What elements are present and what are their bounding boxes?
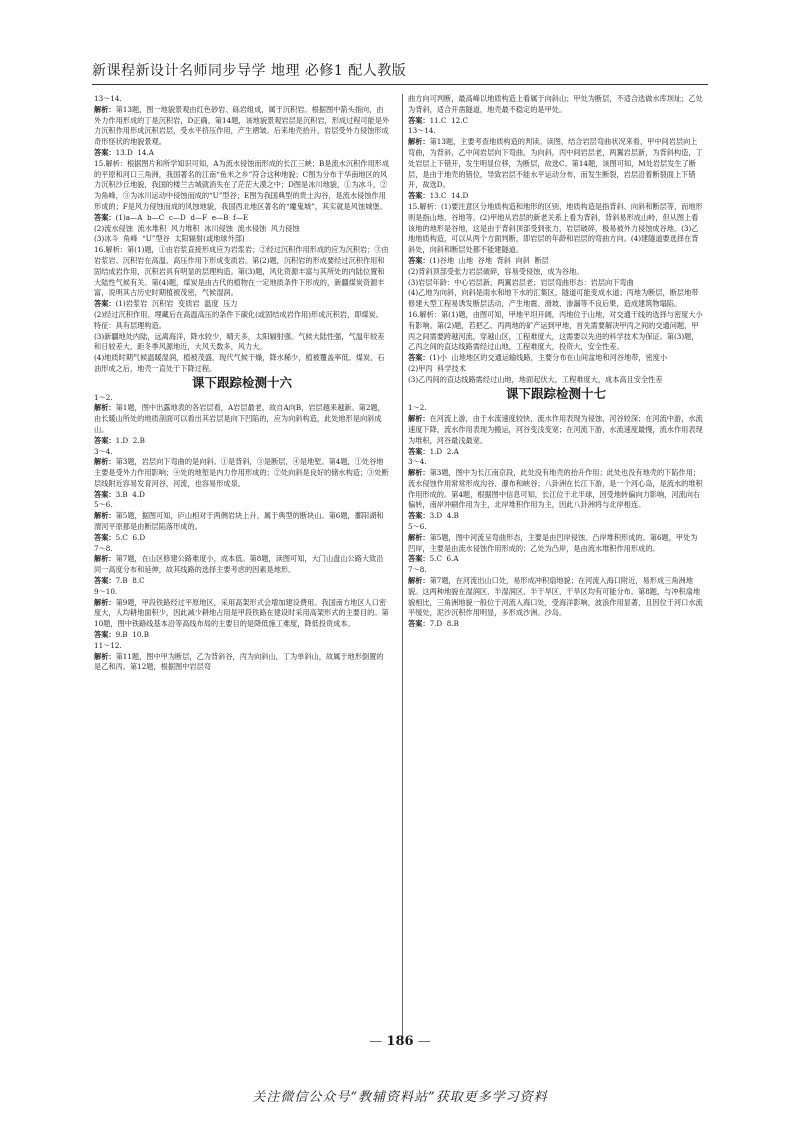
paragraph-label: 答案： (94, 532, 116, 542)
paragraph-text: 第3题，图中为长江南京段，此处没有地壳的抬升作用；此处也没有地壳的下陷作用；流水侵蚀作用常常形成沟谷、瀑布和峡谷；八卦洲在长江下游，是一个河心岛，是流水的堆积作用形成的。第4题，根据图中信息可知，长江位于北半球，因受地转偏向力影响，河流向右偏转，南岸冲刷作用为主，北岸堆积作用为主，因此八卦洲将与北岸相连。 (408, 468, 703, 510)
text-line: 11～12. (94, 640, 122, 650)
paragraph-text: 3.B 4.D (115, 489, 145, 499)
paragraph-text: (1)岩浆岩 沉积岩 变质岩 温度 压力 (115, 299, 238, 309)
paragraph-text: 第9题，甲段铁路经过平原地区，采用高架形式会增加建设费用。我国南方地区人口密度大，人均耕地面积少，因此减少耕地占用是甲段铁路在建设时采用高架形式的主要目的。第10题，图中铁路线基本沿等高线布局的主要目的是降低施工难度，降低投资成本。 (94, 597, 389, 629)
paragraph-text: 第11题，图中甲为断层，乙为背斜谷，丙为向斜山，丁为单斜山，故属于地形倒置的是乙和丙。第12题，根据图中岩层弯 (94, 651, 384, 672)
right-column (408, 94, 704, 630)
paragraph-label: 答案： (408, 191, 430, 201)
answer-paragraph (408, 619, 704, 630)
paragraph-label: 解析： (408, 468, 430, 478)
text-line: 1～2. (408, 403, 427, 413)
answer-paragraph (408, 256, 704, 267)
paragraph-text: 7.D 8.B (429, 619, 459, 629)
paragraph-label: 解析： (94, 597, 116, 607)
paragraph-text: 在河流上游，由于水流速度较快，流水作用表现为侵蚀，河谷较深；在河流中游，水流速度下降，流水作用表现为搬运，河谷变浅变宽；在河流下游，水流速度最慢，流水作用表现为堆积，河谷最浅最宽。 (408, 414, 703, 445)
paragraph-text: 5.C 6.D (115, 532, 146, 542)
paragraph-label: 解析： (408, 532, 430, 542)
paragraph-text: (1)小 山地地区的交通运输线路，主要分布在山间盆地和河谷地带，密度小 (429, 353, 668, 363)
text-line: 13～14. (408, 126, 436, 136)
answer-paragraph (94, 148, 390, 159)
answer-paragraph (408, 533, 704, 555)
paragraph-label: 答案： (408, 619, 430, 629)
paragraph-label: 解析： (94, 554, 116, 564)
paragraph-text: 9.B 10.B (115, 630, 149, 640)
answer-paragraph (94, 511, 390, 533)
text-line: (2)甲丙 科学技术 (408, 363, 466, 373)
paragraph-label: 解析： (94, 104, 116, 114)
paragraph-text: (1)谷地 山地 谷地 背斜 向斜 断层 (429, 255, 549, 265)
paragraph-label: 答案： (408, 446, 430, 456)
text-line: 曲方向可判断，最高峰以地质构造上看属于向斜山；甲处为断层，不适合选做水库坝址；乙处为背斜，适合开凿隧道，地壳最不稳定的是甲处。 (408, 94, 703, 114)
answer-paragraph (408, 414, 704, 446)
paragraph-text: 13.D 14.A (115, 147, 154, 157)
paragraph-text: 1.D 2.B (115, 435, 145, 445)
answer-paragraph (408, 353, 704, 364)
text-line: (2)流水侵蚀 流水堆积 风力堆积 冰川侵蚀 流水侵蚀 风力侵蚀 (94, 223, 300, 233)
paragraph-text: 第13题，主要考查地质构造的判读。读图，结合岩层弯曲状况来看，甲中间岩层向上弯曲，为背斜，乙中间岩层向下弯曲，为向斜，丙中间岩层老，两翼岩层新，为背斜构造，丁处岩层上下错开，发生明显位移，为断层，故选C。第14题，该图可知，M处岩层发生了断层，是由于地壳的错位，导致岩层不能水平运动分布，而发生断裂，岩层沿着断裂面上下错开，故选D。 (408, 137, 703, 190)
text-line: (3)岩层年龄：中心岩层新，两翼岩层老；岩层弯曲形态：岩层向下弯曲 (408, 277, 634, 287)
answer-paragraph (408, 447, 704, 458)
paragraph-label: 解析： (408, 137, 430, 147)
paragraph-text: 第7题，在山区修建公路难度小，成本低。第8题，读图可知，大门山盘山公路大致沿同一高度分布和延伸，故其线路的选择主要考虑的因素是地形。 (94, 554, 384, 575)
text-line: (2)背斜顶部受张力岩层破碎，容易受侵蚀，成为谷地。 (408, 266, 584, 276)
text-line: 16.解析：第(1)题，由图可知，甲地平坦开阔，丙地位于山地，对交通干线的选择与密度大小有影响。第(2)题，若把乙、丙两地的矿产运到甲地，首先需要解决甲丙之间的交通问题，甲丙之间需要跨越河流，穿越山区，工程难度大，这需要以先进的科学技术为保证。第(3)题，乙丙之间的直达线路需经过山地，工程难度大，投资大，安全性差。 (408, 309, 703, 352)
text-line: 3～4. (408, 457, 427, 467)
paragraph-label: 答案： (94, 299, 116, 309)
answer-paragraph (94, 457, 390, 489)
answer-paragraph (94, 436, 390, 447)
paragraph-label: 答案： (94, 147, 116, 157)
answer-paragraph (408, 554, 704, 565)
paragraph-text: 7.B 8.C (115, 576, 145, 586)
paragraph-label: 答案： (408, 511, 430, 521)
answer-paragraph (408, 137, 704, 191)
text-line: 15.解析：(1)要注意区分地质构造和地形的区别，地质构造是指背斜、向斜和断层等，而地形则是指山地、谷地等。(2)甲地从岩层的新老关系上看为背斜，背斜易形成山岭，但从图上看该地的地形是谷地，这是由于背斜顶部受到张力，岩层破碎，极易被外力侵蚀成谷地。(3)乙地地质构造，可以从两个方面判断，即岩层的年龄和岩层的弯曲方向。(4)建隧道要选择在背斜处，向斜和断层处都不能建隧道。 (408, 201, 703, 255)
answer-paragraph (408, 116, 704, 127)
text-line: 15.解析：根据图片和所学知识可知，A为流水侵蚀而形成的长江三峡；B是流水沉积作用形成的平原和河口三角洲，我国著名的江南“鱼米之乡”符合这种地貌；C图为分布于华南地区的风力沉积沙丘地貌，我国的楼兰古城就消失在了茫茫大漠之中；D图是冰川地貌，①为冰斗，②为角峰，③为冰川运动中侵蚀而成的“U”型谷；E图为我国典型的贵土沟谷，是流水侵蚀作用形成的；F是风力侵蚀而成的风蚀地貌，我国西北地区著名的“魔鬼城”，其实就是风蚀城堡。 (94, 158, 390, 211)
answer-paragraph (94, 105, 390, 148)
paragraph-text: 11.C 12.C (429, 115, 469, 125)
paragraph-label: 解析： (94, 651, 116, 661)
paragraph-text: 第13题，图一地貌景观由红色砂岩、砾岩组成，属于沉积岩。根据图中箭头指向，由外力作用形成的丁是沉积岩，D正确。第14题，该地貌景观岩层是沉积岩，形成过程可能是外力沉积作用形成沉积岩层，受水平挤压作用，产生褶皱。后来地壳抬升，岩层受外力侵蚀形成奇形怪状的地貌景观。 (94, 104, 390, 147)
paragraph-text: (1)a—A b—C c—D d—F e—B f—E (115, 212, 249, 222)
answer-paragraph (94, 299, 390, 310)
section-title: 课下跟踪检测十七 (505, 385, 606, 401)
answer-paragraph (94, 598, 390, 630)
text-line: 16.解析：第(1)题，①由岩浆直接形成应为岩浆岩；②经过沉积作用形成的应为沉积岩；③由岩浆岩、沉积岩在高温、高压作用下形成变质岩。第(2)题，沉积岩的形成要经过沉积作用和固结成岩作用，沉积岩具有明显的层理构造。第(3)题，风化资源丰富与其所处的内陆位置和大陆性气候有关。第(4)题，煤炭是由古代的植物在一定地质条件下形成的，新疆煤炭资源丰富，说明其古历史时期植被茂密，气候湿润。 (94, 245, 389, 298)
text-line: 1～2. (94, 392, 113, 402)
paragraph-label: 答案： (94, 212, 116, 222)
paragraph-label: 答案： (408, 554, 430, 564)
footer-note: 关注微信公众号“教辅资料站”获取更多学习资料 (252, 1090, 548, 1105)
section-title: 课下跟踪检测十六 (191, 374, 292, 390)
paragraph-label: 解析： (94, 457, 116, 467)
text-line: 5～6. (408, 522, 427, 532)
paragraph-label: 解析： (94, 403, 116, 413)
paragraph-label: 答案： (408, 115, 430, 125)
answer-paragraph (94, 490, 390, 501)
text-line: 9～10. (94, 586, 118, 596)
column-divider (402, 94, 403, 1040)
paragraph-label: 答案： (94, 576, 116, 586)
paragraph-text: 第5题，图中河流呈弯曲形态，主要是由凹岸侵蚀、凸岸堆积形成的。第6题，甲处为凹岸，主要是由流水侵蚀作用形成的；乙处为凸岸，是由流水堆积作用形成的。 (408, 532, 698, 553)
answer-paragraph (94, 630, 390, 641)
answer-paragraph (408, 468, 704, 511)
text-line: (4)乙地为向斜，向斜是雨水和地下水的汇集区，隧道可能变成水道；丙地为断层，断层地带修建大型工程易诱发断层活动，产生地震、滑坡、渗漏等不良后果，造成建筑物塌陷。 (408, 288, 699, 309)
paragraph-label: 解析： (408, 576, 430, 586)
text-line: (2)经过沉积作用、埋藏后在高温高压的条件下碳化(或固结成岩作用)形成沉积岩，即煤炭。特征：具有层理构造。 (94, 309, 383, 330)
page-number: — 186 — (369, 1034, 431, 1049)
paragraph-label: 答案： (94, 435, 116, 445)
paragraph-text: 5.C 6.A (429, 554, 459, 564)
paragraph-text: 3.D 4.B (429, 511, 459, 521)
text-line: (3)新疆地处内陆，远离海洋，降水较少，晴天多，太阳辐射强。气候大陆性强，气温年较差和日较差大，距冬季风源地近，大风天数多，风力大。 (94, 331, 385, 352)
paragraph-label: 答案： (408, 353, 430, 363)
paragraph-text: 第5题，据图可知，庐山相对于两侧岩块上升，属于典型的断块山。第6题，鄱阳湖和渭河平原都是由断层陷落形成的。 (94, 511, 384, 532)
page-number-value: 186 (386, 1034, 414, 1049)
text-line: 13～14. (94, 94, 122, 103)
paragraph-label: 答案： (94, 630, 116, 640)
answer-paragraph (94, 213, 390, 224)
text-line: 3～4. (94, 446, 113, 456)
answer-paragraph (94, 554, 390, 576)
answer-paragraph (94, 403, 390, 435)
paragraph-label: 解析： (94, 511, 116, 521)
answer-paragraph (408, 511, 704, 522)
paragraph-label: 解析： (408, 414, 430, 424)
text-line: 5～6. (94, 500, 113, 510)
text-line: (3)冰斗 角峰 “U”型谷 太阳辐射(或地球外部) (94, 234, 245, 244)
text-line: (4)地质时期气候温暖湿润，植被茂盛，现代气候干燥，降水稀少，植被覆盖率低。煤炭、石油形成之后，地壳一直处于下降过程。 (94, 353, 385, 373)
answer-paragraph (408, 191, 704, 202)
paragraph-text: 第1题，图中出露地表的各岩层看，A岩层最老，故自A向B，岩层越来越新。第2题，由长暖山所处的地质剖面可以看出其岩层是向下凹陷的，应为向斜构造，此处地形是向斜成山。 (94, 403, 385, 434)
answer-paragraph (94, 533, 390, 544)
left-column (94, 94, 390, 673)
running-header: 新课程新设计名师同步导学 地理 必修1 配人教版 (92, 63, 407, 79)
answer-paragraph (94, 652, 390, 674)
text-line: 7～8. (408, 565, 427, 575)
answer-paragraph (94, 576, 390, 587)
paragraph-text: 13.C 14.D (429, 191, 469, 201)
paragraph-label: 答案： (408, 255, 430, 265)
paragraph-text: 第3题，岩层向下弯曲的是向斜。①是背斜，③是断层，④是地堑。第4题，①处谷地主要是受外力作用影响；④处的地堑是内力作用形成的；②处向斜是良好的储水构造；③处断层线附近容易发育河谷，河流，也容易形成泉。 (94, 457, 389, 488)
header-rule (92, 84, 708, 85)
text-line: 7～8. (94, 543, 113, 553)
paragraph-text: 第7题，在河流出山口处，易形成冲积扇地貌；在河流入海口附近，易形成三角洲地貌。这两种地貌在湿润区、半湿润区、半干旱区、干旱区均有可能分布。第8题，与冲积扇地貌相比，三角洲地貌一般位于河流入海口处，受海洋影响，波浪作用显著，且因位于河口水流平缓处，泥沙沉积作用明显，多形成沙洲、沙岛。 (408, 576, 703, 618)
paragraph-label: 答案： (94, 489, 116, 499)
text-line: (3)乙丙间的直达线路需经过山地，地面起伏大，工程难度大，成本高且安全性差 (408, 374, 663, 384)
paragraph-text: 1.D 2.A (429, 446, 459, 456)
answer-paragraph (408, 576, 704, 619)
